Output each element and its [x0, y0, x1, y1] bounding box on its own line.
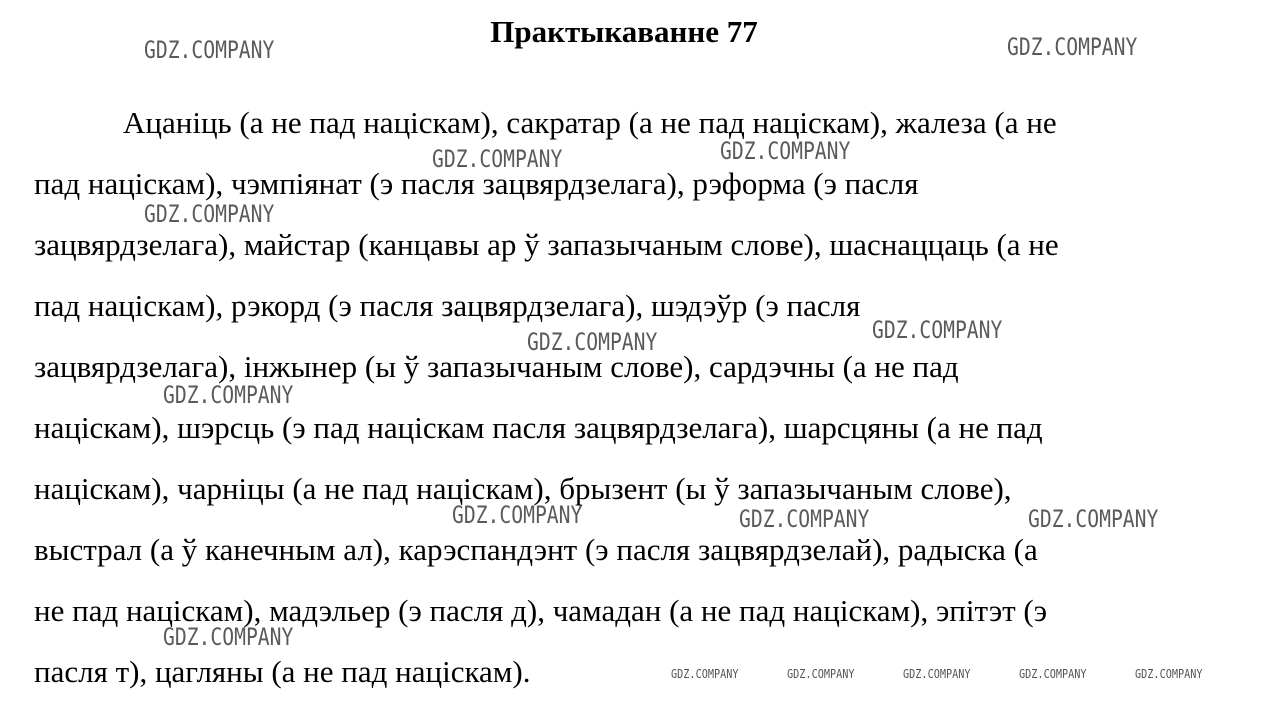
text-line-9: не пад націскам), мадэльер (э пасля д), чамадан (а не пад націскам), эпітэт (э [34, 593, 1048, 628]
watermark: GDZ.COMPANY [527, 328, 658, 356]
text-line-4: пад націскам), рэкорд (э пасля зацвярдзелага), шэдэўр (э пасля [34, 288, 861, 323]
page-title: Практыкаванне 77 [490, 14, 758, 49]
text-line-1: Ацаніць (а не пад націскам), сакратар (а не пад націскам), жалеза (а не [123, 105, 1057, 140]
watermark: GDZ.COMPANY [452, 501, 583, 529]
watermark: GDZ.COMPANY [1019, 667, 1087, 681]
text-line-10: пасля т), цагляны (а не пад націскам). [34, 654, 531, 689]
watermark: GDZ.COMPANY [1028, 505, 1159, 533]
text-line-7: націскам), чарніцы (а не пад націскам), брызент (ы ў запазычаным слове), [34, 471, 1012, 506]
watermark: GDZ.COMPANY [144, 200, 275, 228]
text-line-6: націскам), шэрсць (э пад націскам пасля зацвярдзелага), шарсцяны (а не пад [34, 410, 1043, 445]
watermark: GDZ.COMPANY [144, 36, 275, 64]
text-line-8: выстрал (а ў канечным ал), карэспандэнт (э пасля зацвярдзелай), радыска (а [34, 532, 1038, 567]
watermark: GDZ.COMPANY [739, 505, 870, 533]
watermark: GDZ.COMPANY [720, 137, 851, 165]
watermark: GDZ.COMPANY [787, 667, 855, 681]
watermark: GDZ.COMPANY [163, 623, 294, 651]
watermark: GDZ.COMPANY [163, 381, 294, 409]
watermark: GDZ.COMPANY [903, 667, 971, 681]
watermark: GDZ.COMPANY [1007, 33, 1138, 61]
watermark: GDZ.COMPANY [671, 667, 739, 681]
watermark: GDZ.COMPANY [432, 145, 563, 173]
exercise-text [34, 92, 1234, 702]
text-line-2: пад націскам), чэмпіянат (э пасля зацвярдзелага), рэформа (э пасля [34, 166, 919, 201]
watermark: GDZ.COMPANY [872, 316, 1003, 344]
text-line-5: зацвярдзелага), інжынер (ы ў запазычаным слове), сардэчны (а не пад [34, 349, 959, 384]
text-line-3: зацвярдзелага), майстар (канцавы ар ў запазычаным слове), шаснаццаць (а не [34, 227, 1059, 262]
watermark: GDZ.COMPANY [1135, 667, 1203, 681]
